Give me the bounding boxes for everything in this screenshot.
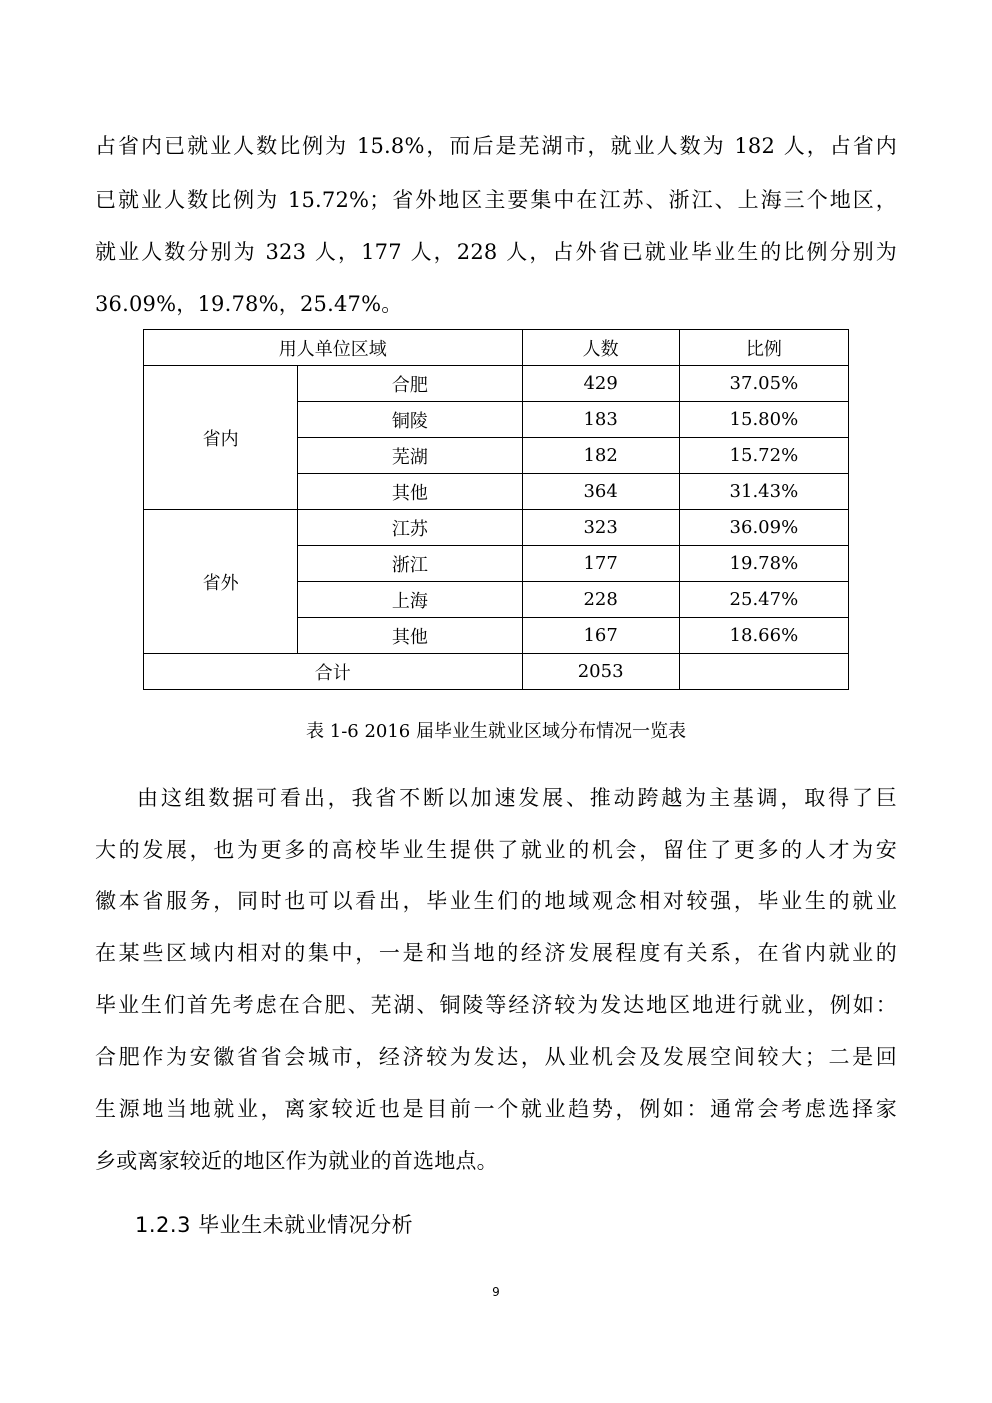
ratio-cell: 15.72% — [679, 438, 848, 474]
ratio-cell: 36.09% — [679, 510, 848, 546]
body-line-8: 乡或离家较近的地区作为就业的首选地点。 — [95, 1149, 498, 1173]
body-line-5: 毕业生们首先考虑在合肥、芜湖、铜陵等经济较为发达地区地进行就业，例如： — [95, 993, 897, 1017]
count-cell: 364 — [522, 474, 679, 510]
body-line-2: 大的发展，也为更多的高校毕业生提供了就业的机会，留住了更多的人才为安 — [95, 838, 897, 862]
header-count: 人数 — [522, 330, 679, 366]
intro-line-4: 36.09%，19.78%，25.47%。 — [95, 292, 403, 316]
count-cell: 429 — [522, 366, 679, 402]
body-line-1: 由这组数据可看出，我省不断以加速发展、推动跨越为主基调，取得了巨 — [137, 786, 897, 810]
total-label: 合计 — [144, 654, 523, 690]
ratio-cell: 37.05% — [679, 366, 848, 402]
count-cell: 183 — [522, 402, 679, 438]
count-cell: 182 — [522, 438, 679, 474]
city-cell: 铜陵 — [298, 402, 522, 438]
body-line-4: 在某些区域内相对的集中，一是和当地的经济发展程度有关系，在省内就业的 — [95, 941, 897, 965]
ratio-cell: 19.78% — [679, 546, 848, 582]
city-cell: 其他 — [298, 618, 522, 654]
group-label-in-province: 省内 — [144, 366, 298, 510]
ratio-cell: 31.43% — [679, 474, 848, 510]
header-region: 用人单位区域 — [144, 330, 523, 366]
body-line-3: 徽本省服务，同时也可以看出，毕业生们的地域观念相对较强，毕业生的就业 — [95, 889, 897, 913]
group-label-out-province: 省外 — [144, 510, 298, 654]
intro-line-3: 就业人数分别为 323 人，177 人，228 人，占外省已就业毕业生的比例分别为 — [95, 240, 897, 264]
intro-line-1: 占省内已就业人数比例为 15.8%，而后是芜湖市，就业人数为 182 人，占省内 — [95, 134, 897, 158]
body-line-7: 生源地当地就业，离家较近也是目前一个就业趋势，例如：通常会考虑选择家 — [95, 1097, 897, 1121]
table-row — [144, 366, 849, 402]
count-cell: 323 — [522, 510, 679, 546]
count-cell: 228 — [522, 582, 679, 618]
city-cell: 江苏 — [298, 510, 522, 546]
table-total-row — [144, 654, 849, 690]
city-cell: 合肥 — [298, 366, 522, 402]
table-row — [144, 510, 849, 546]
table-caption: 表 1-6 2016 届毕业生就业区域分布情况一览表 — [306, 721, 686, 742]
city-cell: 浙江 — [298, 546, 522, 582]
ratio-cell: 15.80% — [679, 402, 848, 438]
total-count: 2053 — [522, 654, 679, 690]
header-ratio: 比例 — [679, 330, 848, 366]
city-cell: 其他 — [298, 474, 522, 510]
section-heading: 1.2.3 毕业生未就业情况分析 — [135, 1213, 414, 1237]
page-number: 9 — [492, 1285, 500, 1299]
body-line-6: 合肥作为安徽省省会城市，经济较为发达，从业机会及发展空间较大；二是回 — [95, 1045, 897, 1069]
employment-region-table — [143, 329, 849, 690]
ratio-cell: 18.66% — [679, 618, 848, 654]
count-cell: 167 — [522, 618, 679, 654]
count-cell: 177 — [522, 546, 679, 582]
city-cell: 芜湖 — [298, 438, 522, 474]
total-ratio — [679, 654, 848, 690]
intro-line-2: 已就业人数比例为 15.72%；省外地区主要集中在江苏、浙江、上海三个地区， — [95, 188, 897, 212]
ratio-cell: 25.47% — [679, 582, 848, 618]
table-header-row — [144, 330, 849, 366]
city-cell: 上海 — [298, 582, 522, 618]
